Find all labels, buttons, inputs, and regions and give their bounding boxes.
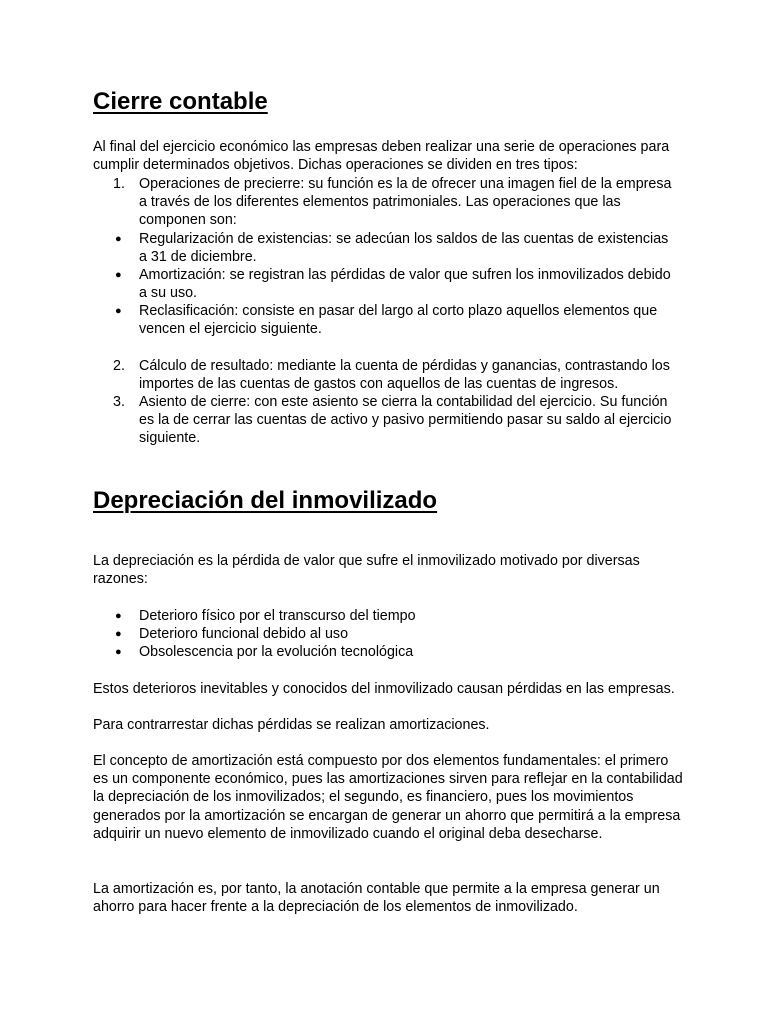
list-item-text: Reclasificación: consiste en pasar del largo al corto plazo aquellos elementos que vencen el ejercicio siguiente. (139, 303, 658, 338)
list-item-text: Obsolescencia por la evolución tecnológica (139, 644, 414, 660)
bullet-icon: ● (115, 628, 122, 640)
list-item-text: Asiento de cierre: con este asiento se cierra la contabilidad del ejercicio. Su función es la de cerrar las cuentas de activo y pasivo permitiendo pasar su saldo al ejercicio siguiente. (139, 394, 672, 447)
bullet-item (93, 230, 683, 266)
list-number: 2. (113, 358, 125, 374)
bullet-icon: ● (115, 646, 122, 658)
list-number: 3. (113, 394, 125, 410)
numbered-item-1 (93, 175, 683, 230)
intro-paragraph: La depreciación es la pérdida de valor que sufre el inmovilizado motivado por diversas razones: (93, 553, 640, 588)
bullet-icon: ● (115, 269, 122, 281)
list-item-text: Regularización de existencias: se adecúan los saldos de las cuentas de existencias a 31 de diciembre. (139, 231, 669, 266)
bullet-item (93, 607, 683, 625)
numbered-item-3 (93, 393, 683, 448)
body-paragraph: La amortización es, por tanto, la anotación contable que permite a la empresa generar un ahorro para hacer frente a la depreciación de los elementos de inmovilizado. (93, 881, 660, 916)
body-paragraph: Para contrarrestar dichas pérdidas se realizan amortizaciones. (93, 717, 490, 733)
bullet-icon: ● (115, 610, 122, 622)
list-item-text: Cálculo de resultado: mediante la cuenta de pérdidas y ganancias, contrastando los importes de las cuentas de gastos con aquellos de las cuentas de ingresos. (139, 358, 670, 393)
list-item-text: Operaciones de precierre: su función es la de ofrecer una imagen fiel de la empresa a través de los diferentes elementos patrimoniales. Las operaciones que las componen son: (139, 176, 672, 229)
numbered-item-2 (93, 357, 683, 393)
bullet-item (93, 266, 683, 302)
list-number: 1. (113, 176, 125, 192)
bullet-item (93, 643, 683, 661)
list-item-text: Deterioro funcional debido al uso (139, 626, 349, 642)
bullet-item (93, 302, 683, 338)
body-paragraph: El concepto de amortización está compuesto por dos elementos fundamentales: el primero es un componente económico, pues las amortizaciones sirven para reflejar en la contabilidad la depreciación de los inmovilizados; el segundo, es financiero, pues los movimientos generados por la amortización se encargan de generar un ahorro que permitirá a la empresa adquirir un nuevo elemento de inmovilizado cuando el original deba desecharse. (93, 753, 683, 842)
heading-depreciacion: Depreciación del inmovilizado (93, 487, 438, 514)
heading-cierre-contable: Cierre contable (93, 88, 268, 115)
list-item-text: Deterioro físico por el transcurso del tiempo (139, 608, 416, 624)
intro-paragraph: Al final del ejercicio económico las empresas deben realizar una serie de operaciones para cumplir determinados objetivos. Dichas operaciones se dividen en tres tipos: (93, 139, 670, 174)
list-item-text: Amortización: se registran las pérdidas de valor que sufren los inmovilizados debido a su uso. (139, 267, 671, 302)
bullet-icon: ● (115, 233, 122, 245)
bullet-icon: ● (115, 305, 122, 317)
bullet-item (93, 625, 683, 643)
body-paragraph: Estos deterioros inevitables y conocidos del inmovilizado causan pérdidas en las empresas. (93, 681, 675, 697)
